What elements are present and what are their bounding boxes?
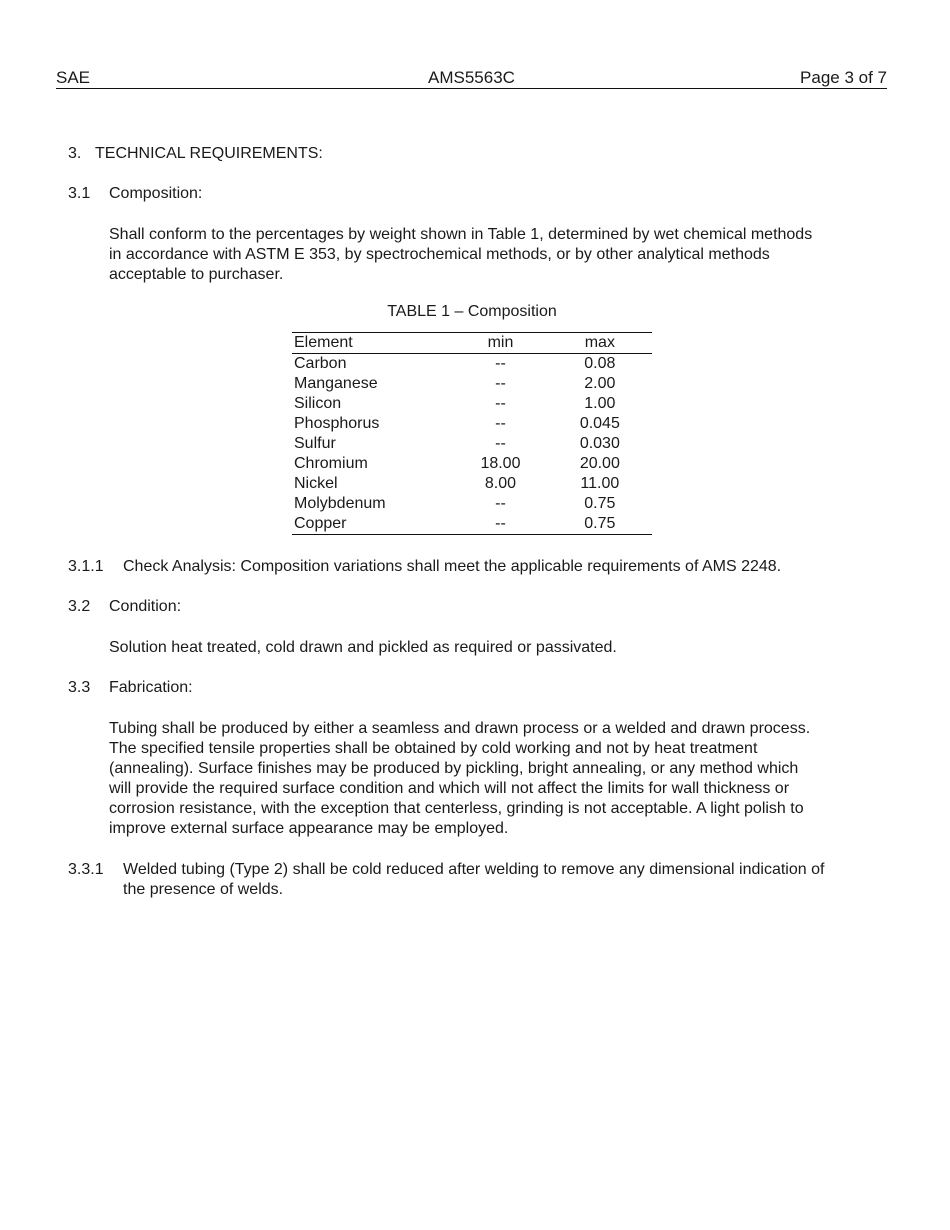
min-cell: -- [495,435,506,452]
min-cell: -- [495,415,506,432]
column-header-element: Element [292,333,453,354]
element-cell: Phosphorus [294,415,380,432]
section-3-3-body [109,719,869,839]
table-row [292,394,652,414]
table-row [292,354,652,375]
element-cell: Carbon [294,355,347,372]
paragraph-line: The specified tensile properties shall be obtained by cold working and not by heat treatment [109,740,758,757]
column-header-min: min [453,333,547,354]
table-row [292,374,652,394]
min-cell: 18.00 [480,455,521,472]
section-3-2-body [109,638,869,658]
max-cell: 0.030 [579,435,620,452]
max-cell: 0.75 [584,495,616,512]
min-cell: -- [495,355,506,372]
table-row [292,434,652,454]
table-row [292,494,652,514]
element-cell: Chromium [294,455,368,472]
max-cell: 0.08 [584,355,616,372]
paragraph-line: improve external surface appearance may be employed. [109,820,509,837]
paragraph-line: Shall conform to the percentages by weight shown in Table 1, determined by wet chemical methods [109,226,813,243]
element-cell: Copper [294,515,347,532]
table-header-row [292,333,652,354]
max-cell: 2.00 [584,375,616,392]
table-row [292,514,652,535]
section-text: Check Analysis: Composition variations shall meet the applicable requirements of AMS 2248. [123,558,782,575]
section-3-1-body [109,225,869,285]
paragraph-line: Welded tubing (Type 2) shall be cold reduced after welding to remove any dimensional indication of [123,861,825,878]
section-number: 3.2 [68,598,91,615]
table-row [292,454,652,474]
element-cell: Nickel [294,475,338,492]
paragraph-line: Solution heat treated, cold drawn and pickled as required or passivated. [109,639,617,656]
paragraph-line: acceptable to purchaser. [109,266,284,283]
table-row [292,474,652,494]
element-cell: Manganese [294,375,378,392]
paragraph-line: will provide the required surface condition and which will not affect the limits for wall thickness or [109,780,790,797]
section-title: Condition: [109,598,182,615]
column-header-max: max [548,333,652,354]
max-cell: 1.00 [584,395,616,412]
section-3-3-1-body [123,860,868,900]
section-number: 3.1.1 [68,558,104,575]
section-number: 3.3.1 [68,861,104,878]
paragraph-line: corrosion resistance, with the exception that centerless, grinding is not acceptable. A light polish to [109,800,804,817]
max-cell: 11.00 [580,475,620,492]
composition-table [292,332,652,535]
header-doc-number: AMS5563C [428,68,515,87]
max-cell: 0.75 [584,515,616,532]
section-number: 3.1 [68,185,91,202]
element-cell: Silicon [294,395,342,412]
table-caption: TABLE 1 – Composition [387,303,557,320]
header-page-number: Page 3 of 7 [800,68,887,87]
min-cell: -- [495,395,506,412]
section-title: TECHNICAL REQUIREMENTS: [95,145,323,162]
paragraph-line: (annealing). Surface finishes may be produced by pickling, bright annealing, or any method which [109,760,799,777]
section-title: Fabrication: [109,679,193,696]
table-row [292,414,652,434]
paragraph-line: the presence of welds. [123,881,284,898]
section-number: 3. [68,145,82,162]
max-cell: 20.00 [579,455,620,472]
page-header [56,68,887,89]
paragraph-line: Tubing shall be produced by either a seamless and drawn process or a welded and drawn process. [109,720,811,737]
max-cell: 0.045 [579,415,620,432]
section-title: Composition: [109,185,203,202]
min-cell: -- [495,515,506,532]
header-org: SAE [56,68,91,87]
min-cell: 8.00 [484,475,517,492]
min-cell: -- [495,495,506,512]
element-cell: Molybdenum [294,495,386,512]
element-cell: Sulfur [294,435,336,452]
min-cell: -- [495,375,506,392]
paragraph-line: in accordance with ASTM E 353, by spectrochemical methods, or by other analytical methods [109,246,770,263]
section-number: 3.3 [68,679,91,696]
